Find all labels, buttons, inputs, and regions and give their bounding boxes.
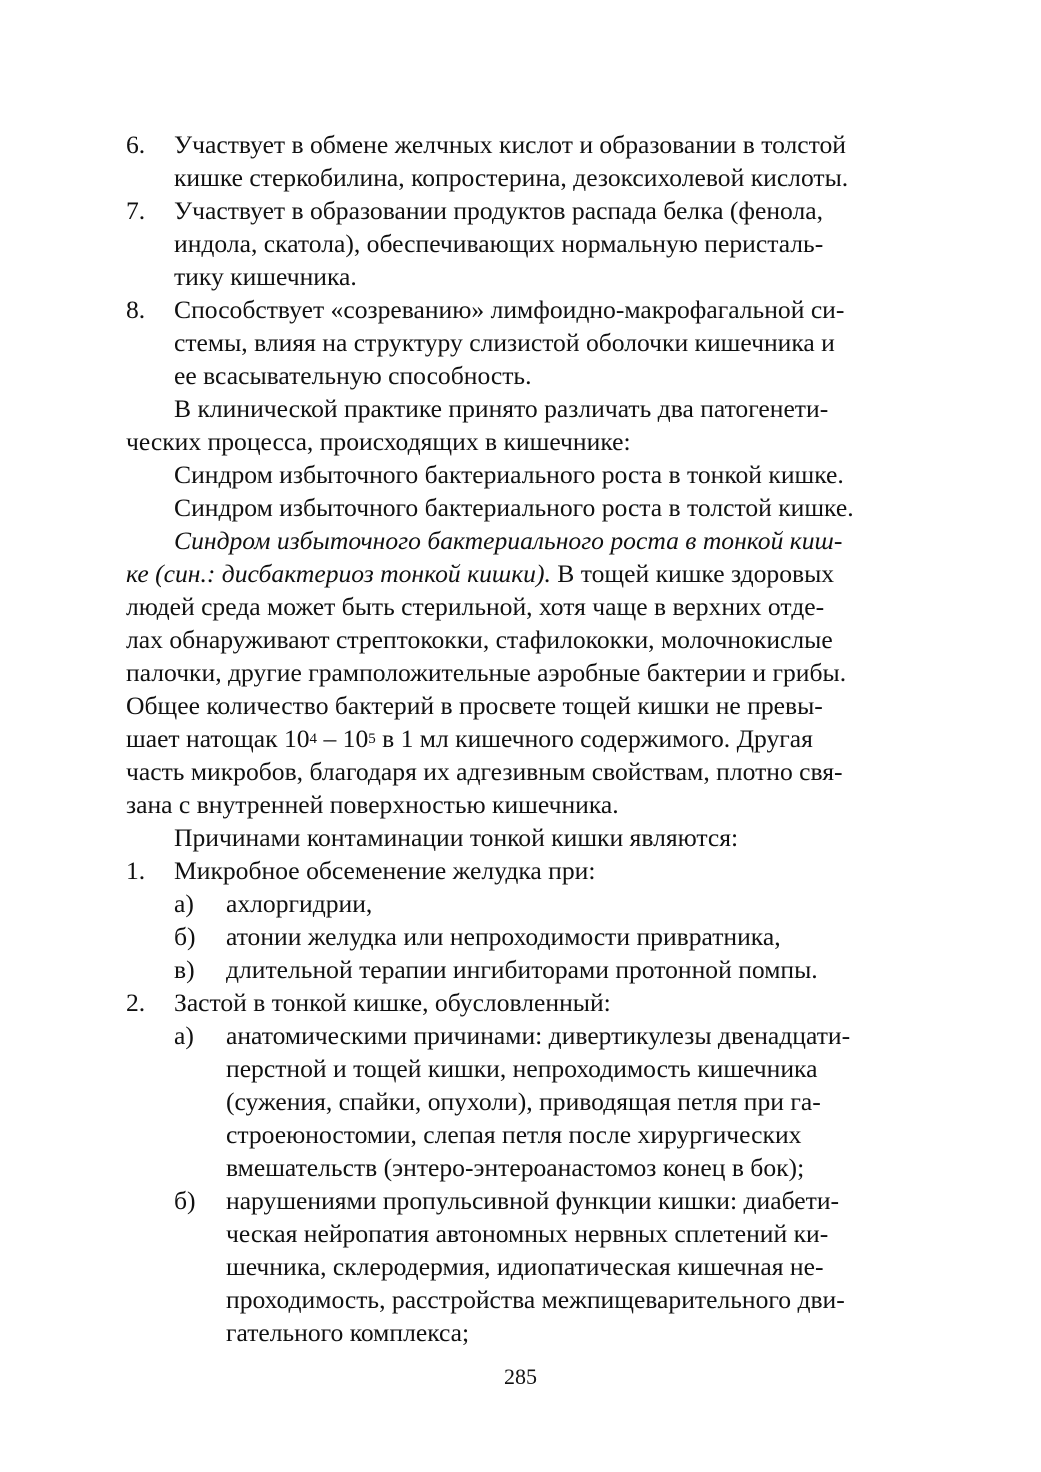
sibo-line-9: зана с внутренней поверхностью кишечника.: [126, 790, 619, 819]
sibo-line-2: [126, 557, 917, 590]
sibo-line-5: палочки, другие грамположительные аэробные бактерии и грибы.: [126, 658, 847, 687]
italic-run: Синдром избыточного бактериального роста в тонкой киш-: [174, 526, 843, 555]
sibo-line-3: людей среда может быть стерильной, хотя чаще в верхних отде-: [126, 592, 825, 621]
item-number: 8.: [126, 295, 146, 324]
text-run: анатомическими причинами: дивертикулезы двенадцати-: [226, 1021, 851, 1050]
text-run: – 10: [317, 724, 369, 753]
text-run: атонии желудка или непроходимости привратника,: [226, 922, 781, 951]
page-content: [126, 128, 917, 1349]
cause-2: [126, 986, 917, 1019]
cause-2-sub-a-line-5: вмешательств (энтеро-энтероанастомоз конец в бок);: [226, 1153, 805, 1182]
cause-2-sub-a-line-4: строеюностомии, слепая петля после хирургических: [226, 1120, 802, 1149]
sub-label: а): [174, 889, 194, 918]
cause-2-sub-b-line-5: гательного комплекса;: [226, 1318, 470, 1347]
item-number: 2.: [126, 988, 146, 1017]
cause-2-sub-b-line-2: ческая нейропатия автономных нервных сплетений ки-: [226, 1219, 829, 1248]
item-6-line-1: [126, 128, 917, 161]
text-run: Застой в тонкой кишке, обусловленный:: [174, 988, 611, 1017]
item-8-line-1: [126, 293, 917, 326]
sub-label: в): [174, 955, 195, 984]
item-7-line-3: тику кишечника.: [174, 262, 357, 291]
cause-2-sub-b-line-4: проходимость, расстройства межпищеварительного дви-: [226, 1285, 845, 1314]
sibo-line-4: лах обнаруживают стрептококки, стафилококки, молочнокислые: [126, 625, 833, 654]
superscript: 4: [309, 731, 318, 747]
sibo-heading-line-1: [126, 524, 917, 557]
item-6-line-2: кишке стеркобилина, копростерина, дезоксихолевой кислоты.: [174, 163, 849, 192]
text-run: индола, скатола), обеспечивающих нормальную перисталь-: [174, 229, 824, 258]
syndrome-small-intestine: Синдром избыточного бактериального роста в тонкой кишке.: [174, 460, 844, 489]
paragraph-clinic-line-2: ческих процесса, происходящих в кишечнике:: [126, 427, 631, 456]
item-8-line-3: ее всасывательную способность.: [174, 361, 532, 390]
item-8-line-2: стемы, влияя на структуру слизистой оболочки кишечника и: [174, 328, 835, 357]
causes-intro: Причинами контаминации тонкой кишки являются:: [174, 823, 739, 852]
syndrome-large-intestine: Синдром избыточного бактериального роста в толстой кишке.: [174, 493, 854, 522]
cause-1-sub-b: [126, 920, 917, 953]
text-run: Участвует в обмене желчных кислот и образовании в толстой: [174, 130, 846, 159]
sub-label: б): [174, 922, 196, 951]
paragraph-clinic-line-1: В клинической практике принято различать два патогенети-: [174, 394, 829, 423]
sibo-line-count: [126, 722, 917, 755]
item-number: 6.: [126, 130, 146, 159]
sub-label: а): [174, 1021, 194, 1050]
text-run: в 1 мл кишечного содержимого. Другая: [375, 724, 813, 753]
cause-1-sub-c: [126, 953, 917, 986]
sibo-line-8: часть микробов, благодаря их адгезивным свойствам, плотно свя-: [126, 757, 843, 786]
item-7-line-2: [126, 227, 917, 260]
italic-run: ке (син.: дисбактериоз тонкой кишки).: [126, 559, 551, 588]
superscript: 5: [368, 731, 376, 747]
cause-2-sub-a-line-2: перстной и тощей кишки, непроходимость кишечника: [226, 1054, 818, 1083]
cause-2-sub-b-line-1: [126, 1184, 917, 1217]
cause-2-sub-a-line-1: [126, 1019, 917, 1052]
text-run: Микробное обсеменение желудка при:: [174, 856, 596, 885]
cause-1: [126, 854, 917, 887]
text-run: ахлоргидрии,: [226, 889, 373, 918]
cause-2-sub-a-line-3: (сужения, спайки, опухоли), приводящая петля при га-: [226, 1087, 821, 1116]
page-number: 285: [504, 1364, 537, 1389]
text-run: нарушениями пропульсивной функции кишки: диабети-: [226, 1186, 840, 1215]
item-7-line-1: [126, 194, 917, 227]
item-number: 7.: [126, 196, 146, 225]
text-run: Способствует «созреванию» лимфоидно-макрофагальной си-: [174, 295, 845, 324]
text-run: шает натощак 10: [126, 724, 310, 753]
cause-2-sub-b-line-3: шечника, склеродермия, идиопатическая кишечная не-: [226, 1252, 824, 1281]
sub-label: б): [174, 1186, 196, 1215]
text-run: В тощей кишке здоровых: [550, 559, 835, 588]
item-number: 1.: [126, 856, 146, 885]
sibo-line-6: Общее количество бактерий в просвете тощей кишки не превы-: [126, 691, 823, 720]
cause-1-sub-a: [126, 887, 917, 920]
text-run: длительной терапии ингибиторами протонной помпы.: [226, 955, 818, 984]
text-run: Участвует в образовании продуктов распада белка (фенола,: [174, 196, 824, 225]
